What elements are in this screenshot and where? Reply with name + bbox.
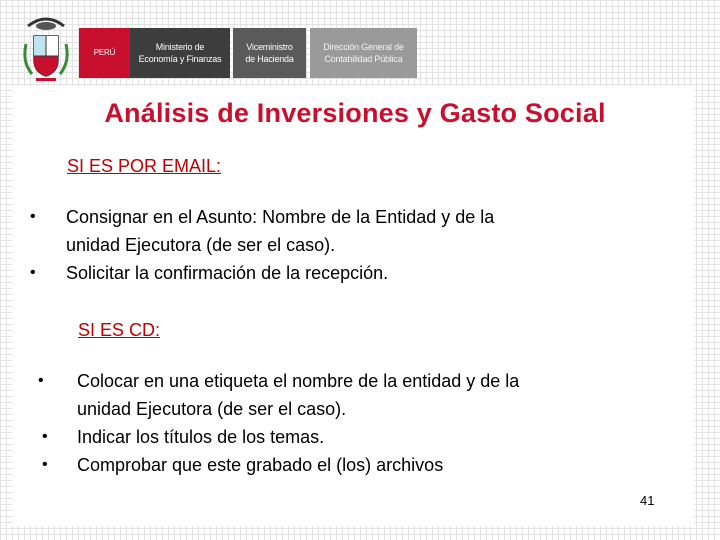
bullet-icon: •: [42, 456, 48, 473]
viceministro-label: Viceministro de Hacienda: [245, 42, 294, 64]
bullet-icon: •: [30, 264, 36, 281]
list-item-text-line: Indicar los títulos de los temas.: [77, 427, 325, 447]
ministerio-banner: [130, 28, 230, 78]
bullet-icon: •: [38, 372, 44, 389]
list-item-text-line: unidad Ejecutora (de ser el caso).: [77, 399, 347, 419]
email-section-heading: SI ES POR EMAIL:: [67, 156, 222, 176]
viceministro-banner: [233, 28, 306, 78]
direccion-label: Dirección General de Contabilidad Pública: [323, 42, 404, 64]
peru-banner: [79, 28, 130, 78]
bullet-icon: •: [42, 428, 48, 445]
list-item-text-line: Colocar en una etiqueta el nombre de la entidad y de la: [77, 371, 520, 391]
list-item-text-line: Solicitar la confirmación de la recepción.: [66, 263, 389, 283]
list-item-text-line: unidad Ejecutora (de ser el caso).: [66, 235, 336, 255]
peru-coat-of-arms-icon: [22, 14, 70, 86]
page-number: 41: [640, 493, 655, 508]
slide-title: Análisis de Inversiones y Gasto Social: [104, 98, 606, 128]
ministerio-label: Ministerio de Economía y Finanzas: [138, 42, 222, 64]
list-item-text-line: Comprobar que este grabado el (los) archivos: [77, 455, 444, 475]
direccion-banner: [310, 28, 417, 78]
cd-section-heading: SI ES CD:: [78, 320, 161, 340]
peru-label: PERÚ: [93, 48, 116, 57]
list-item-text-line: Consignar en el Asunto: Nombre de la Entidad y de la: [66, 207, 495, 227]
bullet-icon: •: [30, 208, 36, 225]
